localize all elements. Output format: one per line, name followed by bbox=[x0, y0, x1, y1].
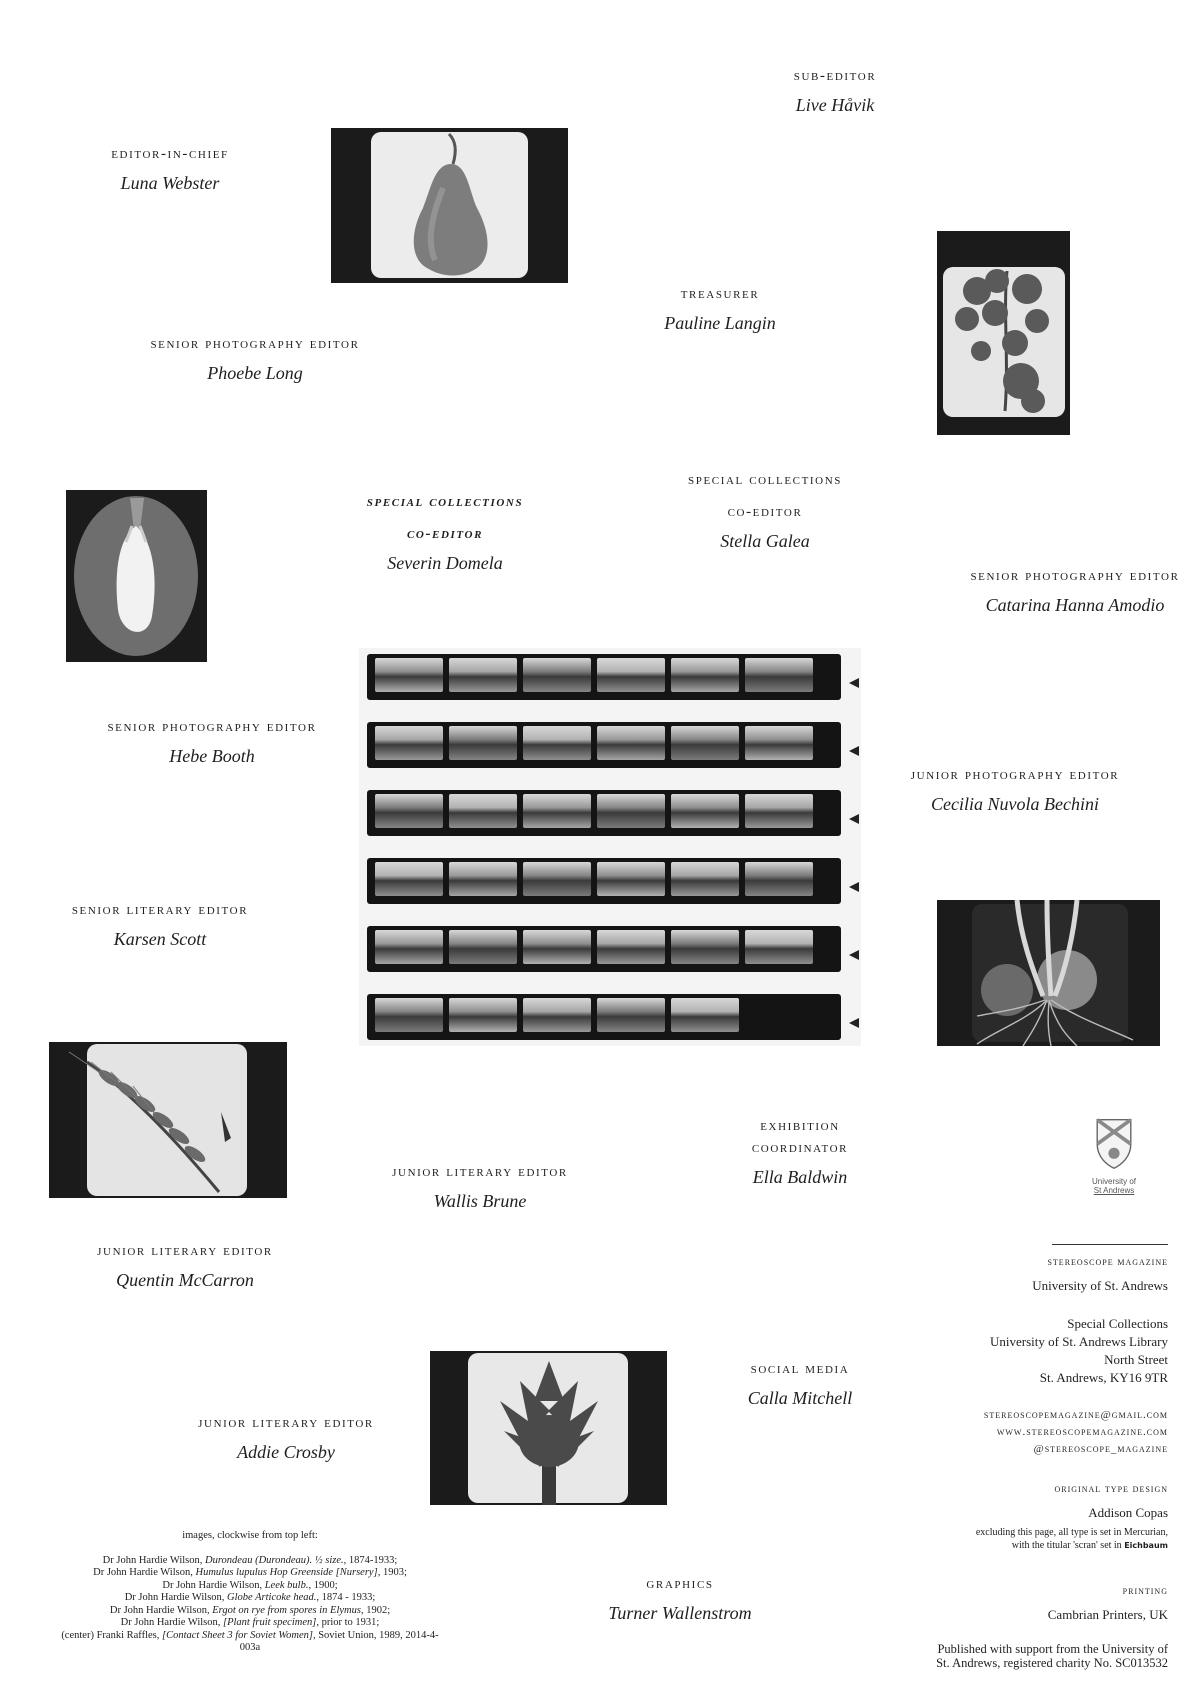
credit-sub-editor bbox=[770, 66, 900, 116]
contact-links bbox=[920, 1407, 1168, 1458]
credit-exhibition-coordinator bbox=[735, 1116, 865, 1188]
film-frame bbox=[745, 862, 813, 896]
website-link[interactable]: www.stereoscopemagazine.com bbox=[996, 1426, 1168, 1438]
frame-marker-icon bbox=[849, 882, 859, 892]
frame-marker-icon bbox=[849, 746, 859, 756]
film-frame bbox=[449, 998, 517, 1032]
leek-bulb-drawing bbox=[66, 490, 207, 662]
film-frame bbox=[671, 930, 739, 964]
role-label: junior literary editor bbox=[198, 1415, 374, 1431]
type-note-font: Eichbaum bbox=[1124, 1541, 1168, 1550]
university-crest-logo bbox=[1084, 1116, 1144, 1206]
person-name: Catarina Hanna Amodio bbox=[985, 595, 1165, 615]
film-frame bbox=[597, 862, 665, 896]
role-label: junior literary editor bbox=[97, 1243, 273, 1259]
person-name: Live Håvik bbox=[795, 95, 875, 115]
caption-artist: Dr John Hardie Wilson, bbox=[93, 1567, 196, 1578]
film-frame bbox=[671, 794, 739, 828]
role-label: special collections bbox=[688, 472, 842, 488]
credit-junior-literary-editor-3 bbox=[186, 1413, 386, 1463]
role-label: treasurer bbox=[680, 286, 760, 302]
role-label: special collections bbox=[366, 494, 524, 510]
role-label: sub-editor bbox=[793, 68, 877, 84]
film-frame bbox=[745, 930, 813, 964]
rye-ear-drawing bbox=[49, 1042, 287, 1198]
caption-date: , 1902; bbox=[360, 1604, 391, 1616]
artichoke-drawing bbox=[430, 1351, 667, 1505]
caption-line bbox=[60, 1555, 440, 1568]
caption-date: , Soviet Union, 1989, 2014-4-003a bbox=[239, 1629, 439, 1653]
credit-senior-photography-editor-1 bbox=[135, 334, 375, 384]
hop-plant-photo bbox=[937, 231, 1070, 435]
email-link[interactable]: stereoscopemagazine@gmail.com bbox=[983, 1409, 1168, 1421]
credit-graphics bbox=[600, 1574, 760, 1624]
caption-date: , 1900; bbox=[308, 1579, 338, 1591]
person-name: Calla Mitchell bbox=[747, 1388, 853, 1408]
credit-editor-in-chief bbox=[85, 144, 255, 194]
film-frame bbox=[523, 862, 591, 896]
film-frame bbox=[375, 726, 443, 760]
caption-line bbox=[60, 1567, 440, 1580]
address-line: University of St. Andrews Library bbox=[989, 1334, 1168, 1349]
type-designer-name: Addison Copas bbox=[1088, 1505, 1168, 1520]
printing-label: printing bbox=[1122, 1585, 1168, 1597]
caption-title: Ergot on rye from spores in Elymus bbox=[212, 1604, 361, 1616]
film-strip bbox=[367, 858, 841, 904]
social-handle-link[interactable]: @stereoscope_magazine bbox=[1033, 1443, 1168, 1455]
film-frame bbox=[375, 998, 443, 1032]
caption-artist: Dr John Hardie Wilson, bbox=[162, 1579, 265, 1591]
role-label: senior literary editor bbox=[71, 902, 249, 918]
role-label: junior literary editor bbox=[392, 1164, 568, 1180]
film-strip bbox=[367, 926, 841, 972]
credit-senior-photography-editor-3 bbox=[92, 717, 332, 767]
caption-title: Humulus lupulus Hop Greenside [Nursery] bbox=[195, 1567, 378, 1578]
film-frame bbox=[449, 794, 517, 828]
role-label-line2: coordinator bbox=[751, 1140, 849, 1156]
contact-sheet-photo bbox=[359, 648, 861, 1046]
caption-title: [Plant fruit specimen] bbox=[223, 1617, 317, 1628]
film-frame bbox=[449, 930, 517, 964]
address-line: Special Collections bbox=[1067, 1316, 1168, 1331]
role-label-line2: co-editor bbox=[727, 504, 803, 520]
printer-name: Cambrian Printers, UK bbox=[1047, 1607, 1168, 1622]
person-name: Hebe Booth bbox=[169, 746, 255, 766]
caption-artist: Dr John Hardie Wilson, bbox=[120, 1617, 223, 1628]
credit-social-media bbox=[740, 1359, 860, 1409]
film-frame bbox=[597, 998, 665, 1032]
film-frame bbox=[745, 658, 813, 692]
hop-plant-drawing bbox=[937, 231, 1070, 435]
film-frame bbox=[523, 998, 591, 1032]
frame-marker-icon bbox=[849, 1018, 859, 1028]
film-frame bbox=[597, 794, 665, 828]
film-frame bbox=[745, 726, 813, 760]
caption-artist: (center) Franki Raffles, bbox=[61, 1629, 162, 1641]
person-name: Luna Webster bbox=[120, 173, 220, 193]
film-frame bbox=[745, 794, 813, 828]
credit-special-collections-co-editor-2 bbox=[660, 470, 870, 552]
film-strip bbox=[367, 722, 841, 768]
type-note-text: with the titular 'scran' set in bbox=[1011, 1540, 1122, 1551]
divider-rule bbox=[1052, 1244, 1168, 1245]
credit-junior-literary-editor-2 bbox=[85, 1241, 285, 1291]
type-note-line2 bbox=[920, 1539, 1168, 1552]
film-frame bbox=[523, 794, 591, 828]
caption-date: , 1874 - 1933; bbox=[316, 1592, 376, 1603]
caption-date: , 1903; bbox=[377, 1567, 407, 1578]
frame-marker-icon bbox=[849, 678, 859, 688]
person-name: Ella Baldwin bbox=[752, 1167, 848, 1187]
film-frame bbox=[449, 726, 517, 760]
credit-junior-literary-editor-1 bbox=[380, 1162, 580, 1212]
film-frame bbox=[597, 726, 665, 760]
printing-credit bbox=[920, 1582, 1168, 1624]
person-name: Addie Crosby bbox=[237, 1442, 335, 1462]
colophon-sidebar bbox=[920, 1244, 1168, 1670]
film-frame bbox=[671, 998, 739, 1032]
credit-special-collections-co-editor-1 bbox=[345, 492, 545, 574]
plant-fruit-specimen-photo bbox=[937, 900, 1160, 1046]
pear-drawing bbox=[331, 128, 568, 283]
role-label: senior photography editor bbox=[107, 719, 317, 735]
address-line: St. Andrews, KY16 9TR bbox=[1039, 1370, 1168, 1385]
film-frame bbox=[523, 658, 591, 692]
captions-heading: images, clockwise from top left: bbox=[182, 1530, 318, 1541]
film-strip bbox=[367, 790, 841, 836]
person-name: Wallis Brune bbox=[433, 1191, 527, 1211]
caption-title: Globe Articoke head. bbox=[227, 1592, 317, 1603]
caption-artist: Dr John Hardie Wilson, bbox=[102, 1554, 206, 1566]
person-name: Turner Wallenstrom bbox=[608, 1603, 752, 1623]
frame-marker-icon bbox=[849, 950, 859, 960]
film-frame bbox=[449, 862, 517, 896]
film-frame bbox=[449, 658, 517, 692]
caption-date: , prior to 1931; bbox=[316, 1617, 380, 1628]
person-name: Phoebe Long bbox=[207, 363, 303, 383]
caption-line bbox=[60, 1592, 440, 1605]
credit-senior-photography-editor-2 bbox=[950, 566, 1196, 616]
address-line: North Street bbox=[1104, 1352, 1168, 1367]
crest-text-line1: University of bbox=[1091, 1177, 1136, 1186]
role-label: editor-in-chief bbox=[111, 146, 229, 162]
caption-artist: Dr John Hardie Wilson, bbox=[109, 1604, 213, 1616]
type-design-label: original type design bbox=[1054, 1483, 1168, 1495]
role-label: graphics bbox=[646, 1576, 714, 1592]
credit-treasurer bbox=[650, 284, 790, 334]
crest-text-line2: St Andrews bbox=[1093, 1186, 1135, 1195]
caption-title: [Contact Sheet 3 for Soviet Women] bbox=[162, 1629, 313, 1641]
film-strip bbox=[367, 994, 841, 1040]
magazine-label: stereoscope magazine bbox=[1047, 1256, 1168, 1268]
person-name: Severin Domela bbox=[387, 553, 503, 573]
role-label: junior photography editor bbox=[910, 767, 1120, 783]
person-name: Cecilia Nuvola Bechini bbox=[931, 794, 1099, 814]
caption-line bbox=[60, 1617, 440, 1630]
film-frame bbox=[671, 862, 739, 896]
role-label: senior photography editor bbox=[150, 336, 360, 352]
root-specimen-drawing bbox=[937, 900, 1160, 1046]
support-note: Published with support from the University of St. Andrews, registered charity No. SC013532 bbox=[936, 1642, 1168, 1670]
film-frame bbox=[523, 930, 591, 964]
ergot-on-rye-photo bbox=[49, 1042, 287, 1198]
frame-marker-icon bbox=[849, 814, 859, 824]
film-frame bbox=[375, 658, 443, 692]
film-frame bbox=[375, 862, 443, 896]
film-frame bbox=[597, 930, 665, 964]
person-name: Karsen Scott bbox=[113, 929, 207, 949]
caption-artist: Dr John Hardie Wilson, bbox=[124, 1592, 228, 1603]
credit-junior-photography-editor bbox=[895, 765, 1135, 815]
film-frame bbox=[671, 658, 739, 692]
pear-photo bbox=[331, 128, 568, 283]
caption-line bbox=[60, 1630, 440, 1655]
person-name: Pauline Langin bbox=[664, 313, 776, 333]
person-name: Stella Galea bbox=[720, 531, 810, 551]
image-captions bbox=[60, 1530, 440, 1655]
caption-title: Durondeau (Durondeau). ½ size. bbox=[205, 1554, 344, 1566]
film-frame bbox=[375, 930, 443, 964]
credit-senior-literary-editor bbox=[60, 900, 260, 950]
caption-list bbox=[60, 1555, 440, 1655]
film-frame bbox=[671, 726, 739, 760]
globe-artichoke-photo bbox=[430, 1351, 667, 1505]
film-frame bbox=[597, 658, 665, 692]
postal-address bbox=[920, 1315, 1168, 1387]
role-label: exhibition bbox=[760, 1118, 840, 1134]
film-frame bbox=[375, 794, 443, 828]
type-design-credit bbox=[920, 1480, 1168, 1552]
film-frame bbox=[523, 726, 591, 760]
caption-line bbox=[60, 1605, 440, 1618]
person-name: Quentin McCarron bbox=[116, 1270, 254, 1290]
caption-line bbox=[60, 1580, 440, 1593]
role-label-line2: co-editor bbox=[406, 526, 484, 542]
caption-date: , 1874-1933; bbox=[343, 1554, 398, 1566]
university-name: University of St. Andrews bbox=[1032, 1278, 1168, 1293]
film-strip bbox=[367, 654, 841, 700]
role-label: social media bbox=[750, 1361, 850, 1377]
role-label: senior photography editor bbox=[970, 568, 1180, 584]
type-note-line1: excluding this page, all type is set in Mercurian, bbox=[975, 1527, 1168, 1538]
caption-title: Leek bulb. bbox=[264, 1579, 309, 1591]
leek-bulb-photo bbox=[66, 490, 207, 662]
shield-icon bbox=[1084, 1116, 1144, 1172]
